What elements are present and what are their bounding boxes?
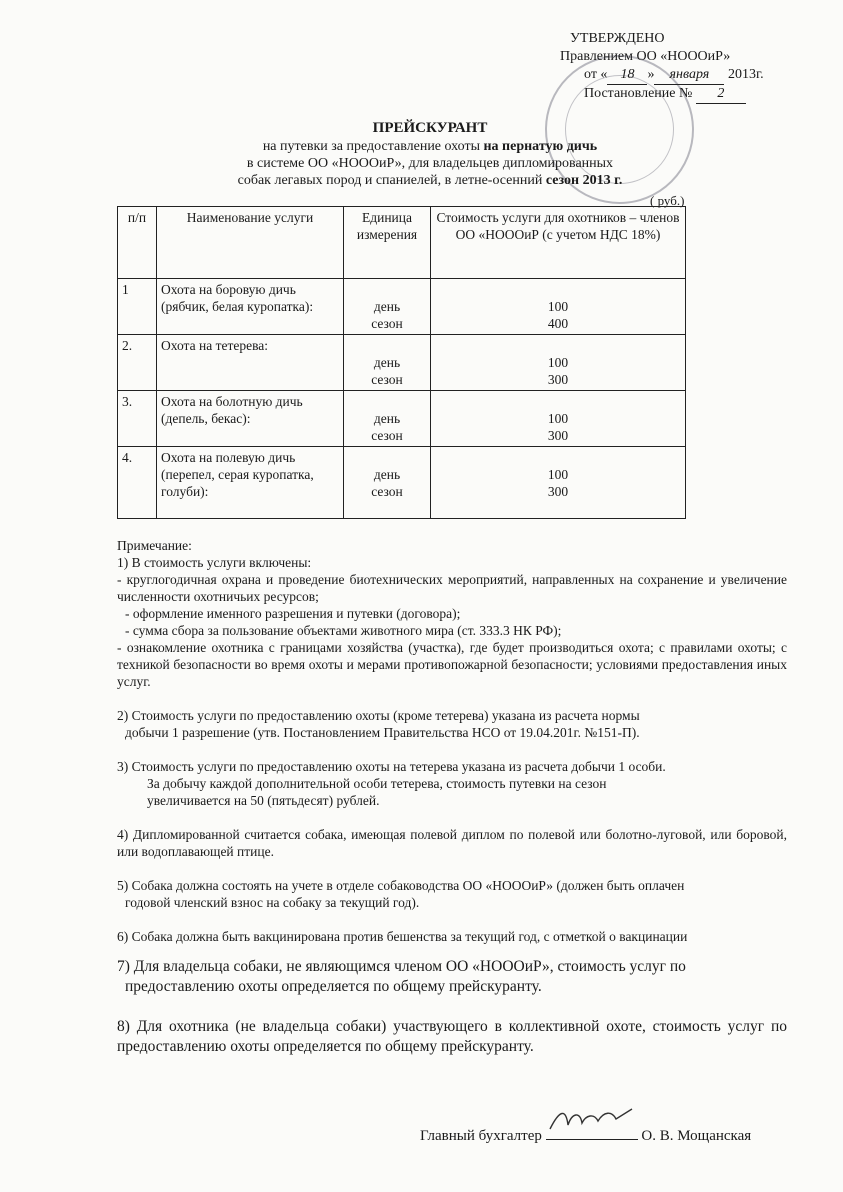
approval-title: УТВЕРЖДЕНО <box>570 31 665 46</box>
table-row <box>118 279 686 335</box>
table-row <box>118 335 686 391</box>
title-line-1: на путевки за предоставление охоты на пернатую дичь <box>262 139 598 154</box>
note-3: 3) Стоимость услуги по предоставлению охоты на тетерева указана из расчета добычи 1 особи. <box>117 759 666 774</box>
row-num: 4. <box>118 447 157 519</box>
note-4: 4) Дипломированной считается собака, имеющая полевой диплом по полевой или болотно-луговой, или боровой, или водоплавающей птице. <box>117 827 787 859</box>
note-5-cont: годовой членский взнос на собаку за текущий год). <box>125 895 420 910</box>
row-unit: день сезон <box>344 447 431 519</box>
table-row <box>118 391 686 447</box>
row-num: 1 <box>118 279 157 335</box>
approval-body: Правлением ОО «НОООиР» <box>560 49 731 64</box>
note-3-cont: За добычу каждой дополнительной особи тетерева, стоимость путевки на сезон <box>147 776 607 791</box>
signature-role: Главный бухгалтер <box>420 1128 542 1144</box>
note-2-cont: добычи 1 разрешение (утв. Постановлением Правительства НСО от 19.04.201г. №151-П). <box>125 725 640 740</box>
document-title: ПРЕЙСКУРАНТ <box>372 120 488 136</box>
handwritten-signature-icon <box>546 1105 638 1135</box>
notes-section <box>117 537 787 1057</box>
header-unit: Единица измерения <box>344 207 431 279</box>
row-num: 3. <box>118 391 157 447</box>
note-7-cont: предоставлению охоты определяется по общему прейскуранту. <box>125 978 542 995</box>
note-1-item: - круглогодичная охрана и проведение биотехнических мероприятий, направленных на сохранение и увеличение численности охотничьих ресурсов; <box>117 572 787 604</box>
row-num: 2. <box>118 335 157 391</box>
price-table <box>117 206 686 519</box>
header-price: Стоимость услуги для охотников – членов ОО «НОООиР (с учетом НДС 18%) <box>431 207 686 279</box>
header-num: п/п <box>118 207 157 279</box>
signature-line <box>546 1125 638 1140</box>
note-8: 8) Для охотника (не владельца собаки) участвующего в коллективной охоте, стоимость услуг по предоставлению охоты определяется по общему прейскуранту. <box>117 1018 787 1055</box>
row-unit: день сезон <box>344 279 431 335</box>
note-7: 7) Для владельца собаки, не являющимся членом ОО «НОООиР», стоимость услуг по <box>117 958 686 975</box>
note-1-item: - ознакомление охотника с границами хозяйства (участка), где будет производиться охота; с правилами охоты; с техникой безопасности во время охоты и мерами противопожарной безопасности; условиями предоставления иных услуг. <box>117 640 787 689</box>
row-service: Охота на тетерева: <box>157 335 344 391</box>
note-1-item: - оформление именного разрешения и путевки (договора); <box>125 606 461 621</box>
row-price: 100 300 <box>431 391 686 447</box>
header-service: Наименование услуги <box>157 207 344 279</box>
row-price: 100 400 <box>431 279 686 335</box>
document-title-block <box>150 120 710 189</box>
currency-note: ( руб.) <box>650 193 685 208</box>
approval-resolution: Постановление № 2 <box>560 85 840 104</box>
row-unit: день сезон <box>344 335 431 391</box>
title-line-3: собак легавых пород и спаниелей, в летне-осенний сезон 2013 г. <box>237 173 623 188</box>
note-6: 6) Собака должна быть вакцинирована против бешенства за текущий год, с отметкой о вакцинации <box>117 929 688 944</box>
approval-date: от « 18 » января 2013г. <box>560 66 840 85</box>
note-3-cont: увеличивается на 50 (пятьдесят) рублей. <box>147 793 380 808</box>
table-row <box>118 447 686 519</box>
table-header-row <box>118 207 686 279</box>
row-price: 100 300 <box>431 335 686 391</box>
note-2: 2) Стоимость услуги по предоставлению охоты (кроме тетерева) указана из расчета нормы <box>117 708 640 723</box>
note-1-title: 1) В стоимость услуги включены: <box>117 555 312 570</box>
approval-block <box>560 30 840 104</box>
note-1-item: - сумма сбора за пользование объектами животного мира (ст. 333.3 НК РФ); <box>125 623 562 638</box>
signature-block <box>420 1125 751 1145</box>
note-5: 5) Собака должна состоять на учете в отделе собаководства ОО «НОООиР» (должен быть оплачен <box>117 878 685 893</box>
row-service: Охота на боровую дичь (рябчик, белая куропатка): <box>157 279 344 335</box>
row-unit: день сезон <box>344 391 431 447</box>
signature-name: О. В. Мощанская <box>641 1128 752 1144</box>
row-price: 100 300 <box>431 447 686 519</box>
notes-heading: Примечание: <box>117 538 192 553</box>
title-line-2: в системе ОО «НОООиР», для владельцев дипломированных <box>246 156 614 171</box>
row-service: Охота на болотную дичь (депель, бекас): <box>157 391 344 447</box>
row-service: Охота на полевую дичь (перепел, серая куропатка, голуби): <box>157 447 344 519</box>
